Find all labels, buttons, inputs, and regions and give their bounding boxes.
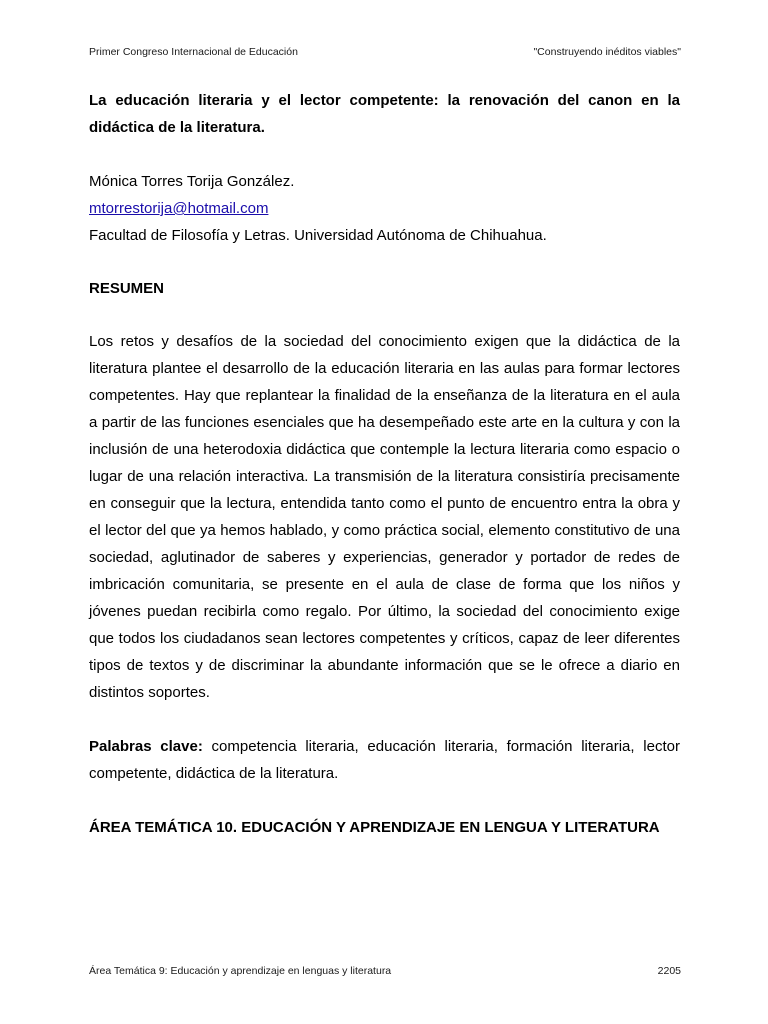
abstract-heading: RESUMEN: [89, 280, 165, 297]
header-motto: "Construyendo inéditos viables": [533, 46, 681, 58]
header-conference-name: Primer Congreso Internacional de Educación: [89, 46, 298, 58]
article-body: [89, 87, 680, 841]
author-affiliation: Facultad de Filosofía y Letras. Universidad Autónoma de Chihuahua.: [89, 227, 547, 244]
thematic-area-heading: ÁREA TEMÁTICA 10. EDUCACIÓN Y APRENDIZAJE EN LENGUA Y LITERATURA: [89, 819, 660, 836]
keywords-paragraph: [89, 733, 680, 787]
author-email-link[interactable]: mtorrestorija@hotmail.com: [89, 200, 269, 217]
author-name: Mónica Torres Torija González.: [89, 173, 295, 190]
article-title: La educación literaria y el lector competente: la renovación del canon en la didáctica de la literatura.: [89, 92, 680, 136]
keywords-list: competencia literaria, educación literaria, formación literaria, lector competente, didáctica de la literatura.: [89, 738, 680, 782]
keywords-label: Palabras clave:: [89, 738, 203, 755]
running-footer: [89, 964, 681, 978]
page-number: 2205: [657, 965, 681, 977]
abstract-paragraph: Los retos y desafíos de la sociedad del conocimiento exigen que la didáctica de la literatura plantee el desarrollo de la educación literaria en las aulas para formar lectores competentes. Hay que replantear la finalidad de la enseñanza de la literatura en el aula a partir de las funciones esenciales que ha desempeñado este arte en la cultura y con la inclusión de una heterodoxia didáctica que contemple la lectura literaria como espacio o lugar de una relación interactiva. La transmisión de la literatura consistiría precisamente en conseguir que la lectura, entendida tanto como el punto de encuentro entra la obra y el lector del que ya hemos hablado, y como práctica social, elemento constitutivo de una sociedad, aglutinador de saberes y experiencias, generador y portador de redes de imbricación comunitaria, se presente en el aula de clase de forma que los niños y jóvenes puedan recibirla como regalo. Por último, la sociedad del conocimiento exige que todos los ciudadanos sean lectores competentes y críticos, capaz de leer diferentes tipos de textos y de discriminar la abundante información que se le ofrece a diario en distintos soportes.: [89, 333, 680, 701]
author-block: [89, 168, 680, 249]
footer-area-label: Área Temática 9: Educación y aprendizaje en lenguas y literatura: [89, 965, 392, 977]
running-header: [89, 45, 681, 59]
